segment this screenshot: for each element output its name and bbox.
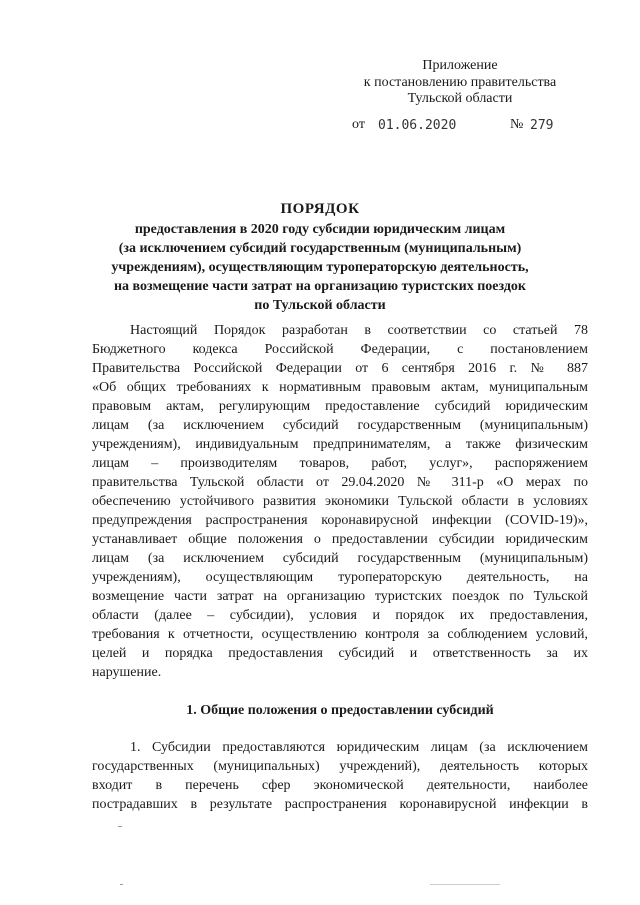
section-1-heading: 1. Общие положения о предоставлении субсидий	[186, 703, 494, 718]
text-line: области (далее – субсидии), условия и порядок их предоставления,	[92, 608, 588, 623]
title-line: предоставления в 2020 году субсидии юридическим лицам	[134, 222, 506, 237]
text-line: 1. Субсидии предоставляются юридическим лицам (за исключением	[130, 740, 588, 755]
text-line: правительства Тульской области от 29.04.2020 № 311-р «О мерах по	[92, 475, 588, 490]
text-line: целей и порядка предоставления субсидий и ответственность за их	[92, 646, 588, 661]
title-line: (за исключением субсидий государственным (муниципальным)	[118, 241, 522, 256]
appendix-line-2: к постановлению правительства	[363, 74, 557, 90]
text-line: устанавливает общие положения о предоставлении субсидии юридическим	[92, 532, 588, 547]
text-line: возмещение части затрат на организацию туристских поездок по Тульской	[92, 589, 588, 604]
text-line: пострадавших в результате распространения коронавирусной инфекции в	[92, 797, 588, 812]
scan-artifact	[120, 884, 123, 885]
title-line: на возмещение части затрат на организацию туристских поездок	[113, 279, 526, 294]
text-line: предупреждения распространения коронавирусной инфекции (COVID-19)»,	[92, 513, 588, 528]
text-line: нарушение.	[92, 665, 162, 680]
title-line: учреждениям), осуществляющим туроператорскую деятельность,	[111, 260, 529, 275]
text-line: государственных (муниципальных) учреждений), деятельность которых	[92, 759, 588, 774]
text-line: учреждениям), осуществляющим туроператорскую деятельность, на	[92, 570, 588, 585]
section-1-paragraph	[92, 738, 588, 814]
text-line: лицам (за исключением субсидий государственным (муниципальным)	[92, 418, 588, 433]
text-line: обеспечению устойчивого развития экономики Тульской области в условиях	[92, 494, 588, 509]
appendix-header	[330, 58, 590, 108]
scan-artifact	[430, 884, 500, 885]
registration-number: 279	[530, 118, 554, 133]
text-line: Правительства Российской Федерации от 6 сентября 2016 г. № 887	[92, 361, 588, 376]
date-label: от	[352, 117, 365, 132]
text-line: требования к отчетности, осуществлению контроля за соблюдением условий,	[92, 627, 588, 642]
text-line: «Об общих требованиях к нормативным правовым актам, муниципальным	[92, 380, 588, 395]
text-line: входит в перечень сфер экономической деятельности, наиболее	[92, 778, 588, 793]
scan-artifact	[118, 826, 122, 827]
document-title	[100, 200, 540, 315]
appendix-line-3: Тульской области	[407, 91, 513, 106]
number-label: №	[510, 117, 524, 132]
text-line: лицам – производителям товаров, работ, услуг», распоряжением	[92, 456, 588, 471]
preamble-paragraph	[92, 321, 588, 682]
text-line: правовым актам, регулирующим предоставление субсидий юридическим	[92, 399, 588, 414]
text-line: Бюджетного кодекса Российской Федерации, с постановлением	[92, 342, 588, 357]
appendix-line-1: Приложение	[422, 58, 498, 73]
title-heading: ПОРЯДОК	[280, 201, 360, 217]
text-line: учреждениям), индивидуальным предпринимателям, а также физическим	[92, 437, 588, 452]
text-line: лицам (за исключением субсидий государственным (муниципальным)	[92, 551, 588, 566]
text-line: Настоящий Порядок разработан в соответствии со статьей 78	[130, 323, 588, 338]
title-line: по Тульской области	[254, 298, 386, 313]
registration-date: 01.06.2020	[378, 118, 457, 133]
